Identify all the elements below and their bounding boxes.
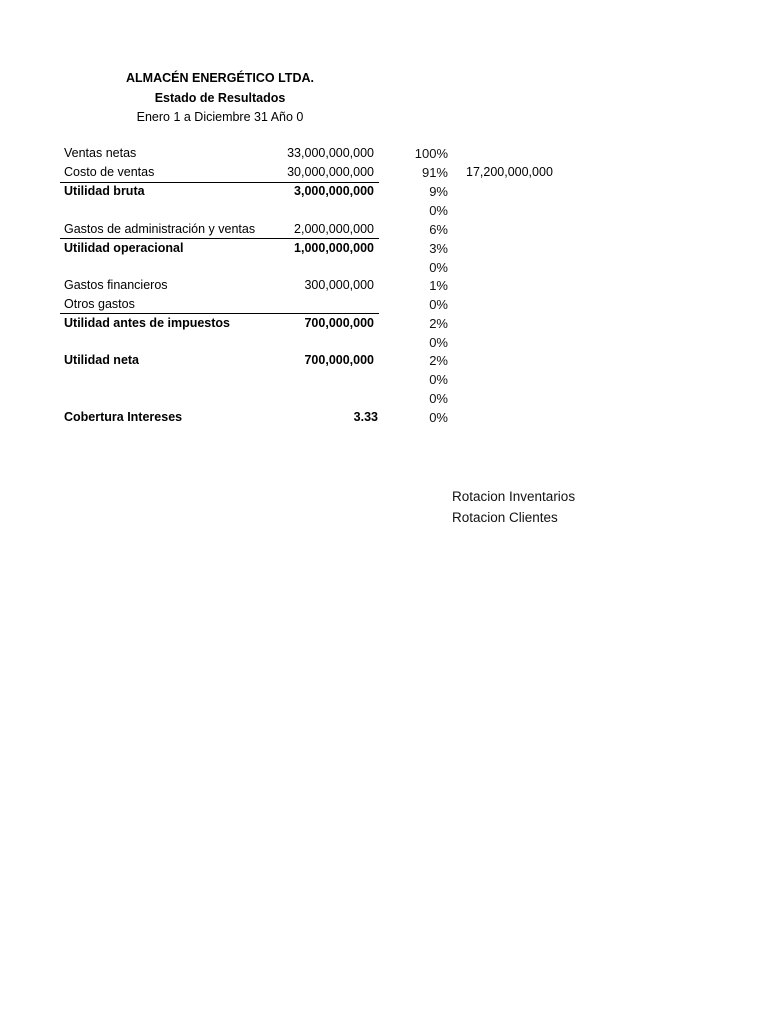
row-amount: 30,000,000,000 xyxy=(287,165,374,179)
row-percent: 91% xyxy=(421,165,448,180)
row-label: Cobertura Intereses xyxy=(64,410,183,424)
row-percent: 0% xyxy=(429,203,448,218)
row-label: Utilidad operacional xyxy=(64,241,184,255)
row-utilidad-antes-impuestos xyxy=(0,314,768,333)
row-percent: 0% xyxy=(429,372,448,387)
row-percent: 0% xyxy=(429,297,448,312)
row-label: Gastos de administración y ventas xyxy=(64,222,256,236)
row-label: Ventas netas xyxy=(64,146,137,160)
row-amount: 33,000,000,000 xyxy=(287,146,374,160)
side-value: 17,200,000,000 xyxy=(466,165,553,179)
row-empty xyxy=(0,389,768,408)
row-label: Utilidad bruta xyxy=(64,184,145,198)
row-empty xyxy=(0,258,768,277)
row-percent: 0% xyxy=(429,410,448,425)
row-amount: 700,000,000 xyxy=(304,353,374,367)
row-percent: 1% xyxy=(429,278,448,293)
row-label: Utilidad antes de impuestos xyxy=(64,316,231,330)
row-percent: 2% xyxy=(429,316,448,331)
row-empty xyxy=(0,370,768,389)
row-percent: 0% xyxy=(429,391,448,406)
row-percent: 0% xyxy=(429,260,448,275)
row-label: Utilidad neta xyxy=(64,353,140,367)
row-percent: 3% xyxy=(429,241,448,256)
clients-rotation-label: Rotacion Clientes xyxy=(452,510,558,525)
row-empty xyxy=(0,201,768,220)
statement-title: Estado de Resultados xyxy=(154,91,286,105)
row-amount: 300,000,000 xyxy=(304,278,374,292)
row-ventas-netas xyxy=(0,144,768,163)
row-percent: 0% xyxy=(429,335,448,350)
row-cobertura-intereses xyxy=(0,408,768,427)
row-gastos-admin xyxy=(0,220,768,239)
row-amount: 700,000,000 xyxy=(304,316,374,330)
row-utilidad-neta xyxy=(0,351,768,370)
row-amount: 3,000,000,000 xyxy=(294,184,374,198)
row-utilidad-operacional xyxy=(0,239,768,258)
row-gastos-financieros xyxy=(0,276,768,295)
row-amount: 3.33 xyxy=(353,410,378,424)
row-empty xyxy=(0,333,768,352)
statement-period: Enero 1 a Diciembre 31 Año 0 xyxy=(136,110,304,124)
row-label: Otros gastos xyxy=(64,297,135,311)
row-utilidad-bruta xyxy=(0,182,768,201)
row-percent: 6% xyxy=(429,222,448,237)
row-percent: 100% xyxy=(414,146,448,161)
row-otros-gastos xyxy=(0,295,768,314)
row-amount: 2,000,000,000 xyxy=(294,222,374,236)
row-label: Costo de ventas xyxy=(64,165,155,179)
company-name: ALMACÉN ENERGÉTICO LTDA. xyxy=(126,71,314,85)
row-percent: 9% xyxy=(429,184,448,199)
row-costo-ventas xyxy=(0,163,768,182)
inventory-rotation-label: Rotacion Inventarios xyxy=(452,489,576,504)
row-percent: 2% xyxy=(429,353,448,368)
row-amount: 1,000,000,000 xyxy=(294,241,374,255)
row-label: Gastos financieros xyxy=(64,278,168,292)
